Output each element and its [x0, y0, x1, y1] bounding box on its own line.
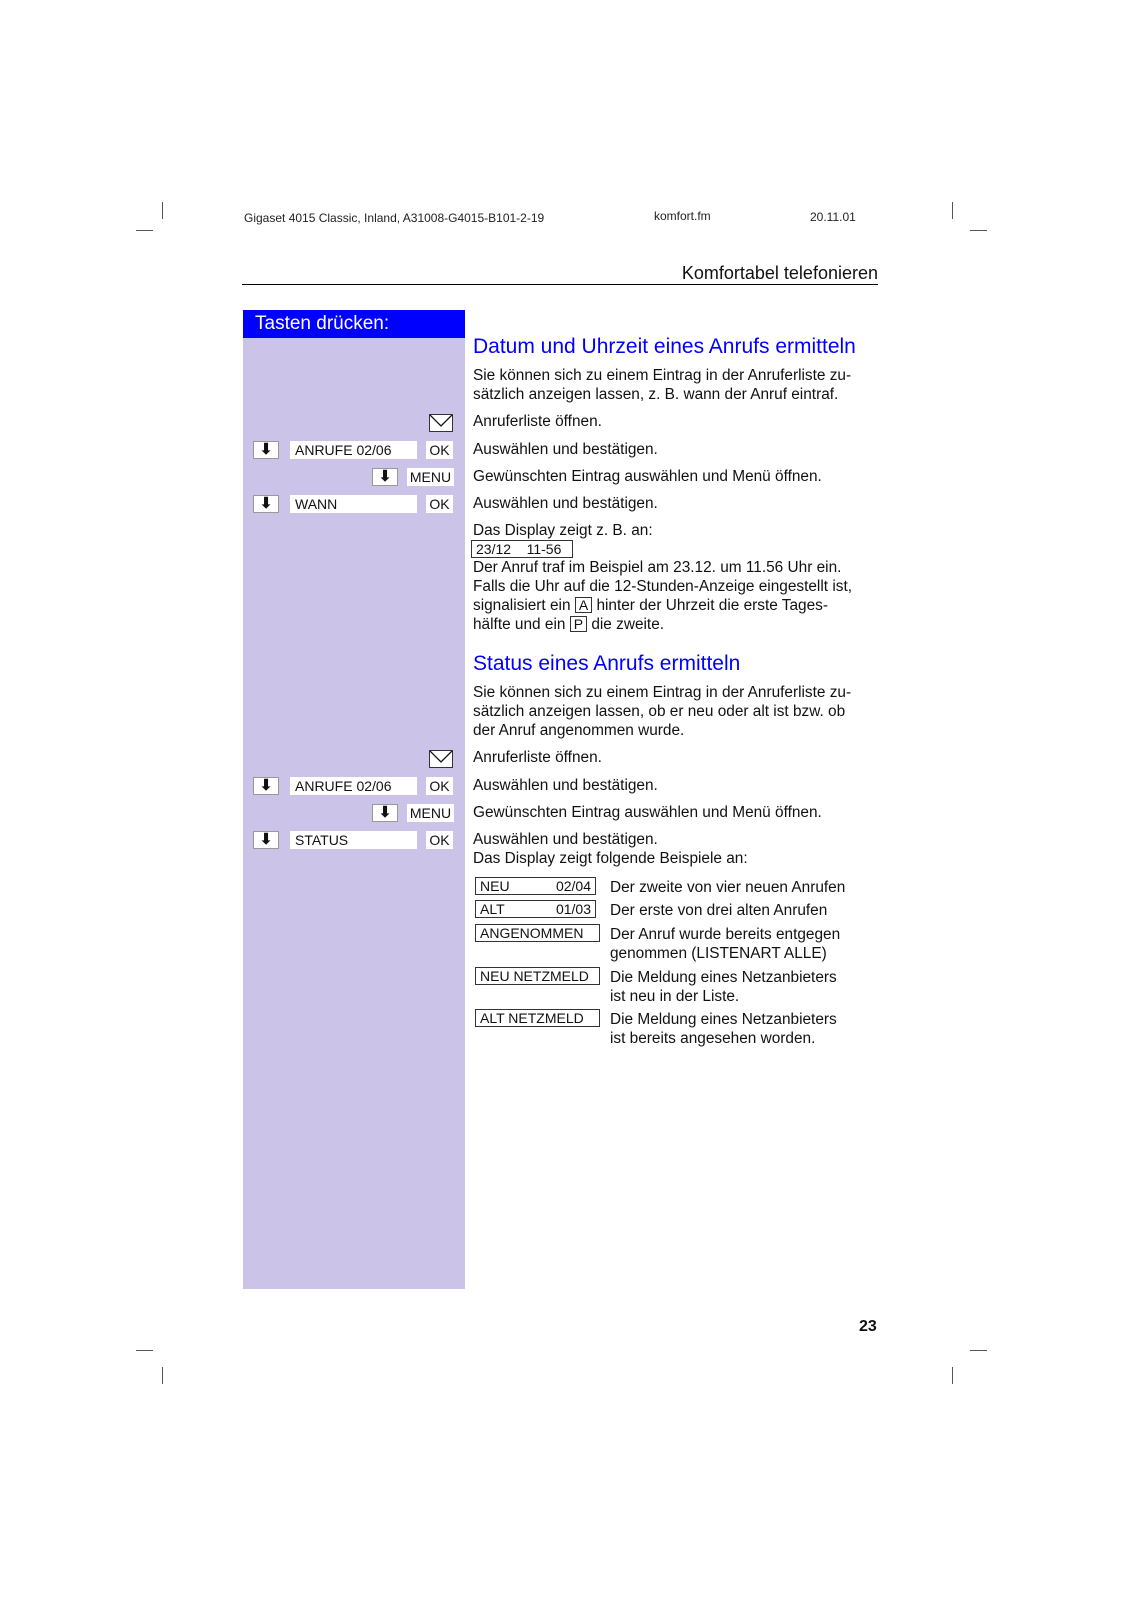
example-display [475, 877, 596, 895]
example-label: ANGENOMMEN [480, 925, 584, 941]
section1-intro-1: Sie können sich zu einem Eintrag in der Anruferliste zu- [473, 367, 852, 384]
section2-intro-3: der Anruf angenommen wurde. [473, 722, 685, 739]
example-desc: Die Meldung eines Netzanbieters [610, 1011, 837, 1028]
crop-mark [162, 202, 163, 219]
section1-text-2: Falls die Uhr auf die 12-Stunden-Anzeige eingestellt ist, [473, 578, 852, 595]
call-list-envelope-icon[interactable] [429, 414, 453, 432]
section1-step-3: Gewünschten Eintrag auswählen und Menü öffnen. [473, 468, 822, 485]
ok-softkey[interactable]: OK [426, 495, 453, 513]
doc-meta-right: 20.11.01 [810, 210, 856, 224]
example-desc: Der zweite von vier neuen Anrufen [610, 879, 846, 896]
section-title-status: Status eines Anrufs ermitteln [473, 652, 741, 675]
section2-step-3: Gewünschten Eintrag auswählen und Menü öffnen. [473, 804, 822, 821]
section2-intro-1: Sie können sich zu einem Eintrag in der Anruferliste zu- [473, 684, 852, 701]
crop-mark [970, 1350, 987, 1351]
example-label: ALT [480, 901, 505, 917]
crop-mark [162, 1367, 163, 1384]
pm-key: P [570, 616, 587, 632]
section1-text-1: Der Anruf traf im Beispiel am 23.12. um 11.56 Uhr ein. [473, 559, 842, 576]
example-label: NEU NETZMELD [480, 968, 589, 984]
envelope-icon [430, 415, 452, 431]
section1-text-4b: die zweite. [591, 616, 665, 633]
section1-step-4: Auswählen und bestätigen. [473, 495, 658, 512]
section1-step-2: Auswählen und bestätigen. [473, 441, 658, 458]
doc-meta-center: komfort.fm [654, 209, 711, 223]
example-desc-2: ist bereits angesehen worden. [610, 1030, 816, 1047]
example-desc-2: ist neu in der Liste. [610, 988, 740, 1005]
display-date-time: 23/12 11-56 [471, 540, 573, 558]
example-desc: Die Meldung eines Netzanbieters [610, 969, 837, 986]
example-value: 01/03 [555, 901, 591, 917]
down-arrow-key-icon[interactable]: ⬇ [253, 495, 279, 513]
chapter-title: Komfortabel telefonieren [681, 263, 878, 283]
example-desc: Der erste von drei alten Anrufen [610, 902, 828, 919]
section1-display-intro: Das Display zeigt z. B. an: [473, 522, 653, 539]
example-display [475, 1009, 600, 1027]
doc-meta-left: Gigaset 4015 Classic, Inland, A31008-G4015-B101-2-19 [244, 211, 545, 225]
example-desc-2: genommen (LISTENART ALLE) [610, 945, 827, 962]
sidebar-title: Tasten drücken: [243, 310, 465, 338]
example-display [475, 967, 600, 985]
section1-text-4a: hälfte und ein [473, 616, 566, 633]
crop-mark [952, 202, 953, 219]
crop-mark [136, 1350, 153, 1351]
crop-mark [136, 230, 153, 231]
section1-text-4 [473, 615, 883, 634]
section1-text-3b: hinter der Uhrzeit die erste Tages- [596, 597, 828, 614]
section2-step-2: Auswählen und bestätigen. [473, 777, 658, 794]
ok-softkey[interactable]: OK [426, 831, 453, 849]
ok-softkey[interactable]: OK [426, 777, 453, 795]
example-label: NEU [480, 878, 510, 894]
example-display [475, 924, 600, 942]
down-arrow-key-icon[interactable]: ⬇ [253, 831, 279, 849]
down-arrow-key-icon[interactable]: ⬇ [253, 441, 279, 459]
example-desc: Der Anruf wurde bereits entgegen [610, 926, 841, 943]
section1-intro-2: sätzlich anzeigen lassen, z. B. wann der Anruf eintraf. [473, 386, 839, 403]
section2-step-4: Auswählen und bestätigen. [473, 831, 658, 848]
menu-softkey[interactable]: MENU [407, 804, 454, 822]
section2-step-1: Anruferliste öffnen. [473, 749, 602, 766]
section2-display-intro: Das Display zeigt folgende Beispiele an: [473, 850, 748, 867]
envelope-icon [430, 751, 452, 767]
section1-step-1: Anruferliste öffnen. [473, 413, 602, 430]
display-anrufe: ANRUFE 02/06 [290, 777, 417, 795]
display-status: STATUS [290, 831, 417, 849]
example-value: 02/04 [555, 878, 591, 894]
down-arrow-key-icon[interactable]: ⬇ [253, 777, 279, 795]
down-arrow-key-icon[interactable]: ⬇ [372, 804, 398, 822]
section-title-date-time: Datum und Uhrzeit eines Anrufs ermitteln [473, 335, 856, 358]
section1-text-3 [473, 596, 883, 615]
example-label: ALT NETZMELD [480, 1010, 584, 1026]
ok-softkey[interactable]: OK [426, 441, 453, 459]
down-arrow-key-icon[interactable]: ⬇ [372, 468, 398, 486]
call-list-envelope-icon[interactable] [429, 750, 453, 768]
example-display [475, 900, 596, 918]
display-anrufe: ANRUFE 02/06 [290, 441, 417, 459]
crop-mark [952, 1367, 953, 1384]
section1-text-3a: signalisiert ein [473, 597, 571, 614]
page-number: 23 [859, 1318, 877, 1335]
header-rule [242, 284, 878, 285]
section2-intro-2: sätzlich anzeigen lassen, ob er neu oder alt ist bzw. ob [473, 703, 846, 720]
menu-softkey[interactable]: MENU [407, 468, 454, 486]
crop-mark [970, 230, 987, 231]
am-key: A [575, 597, 592, 613]
display-wann: WANN [290, 495, 417, 513]
